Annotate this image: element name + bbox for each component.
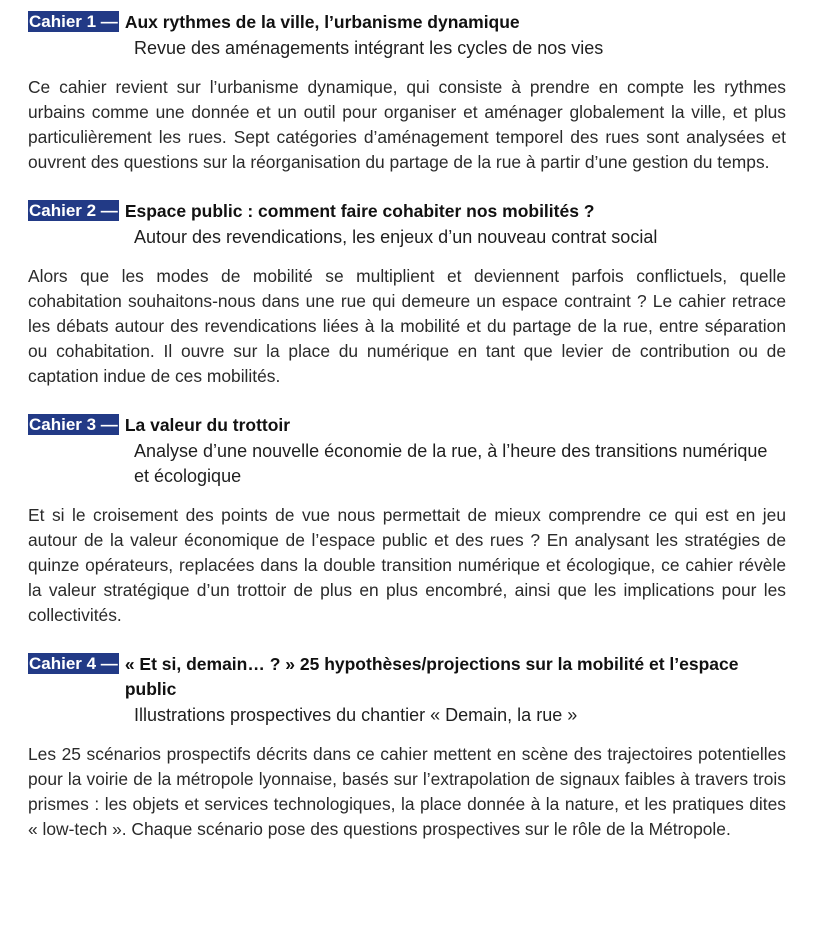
cahier-3-title: La valeur du trottoir (124, 415, 291, 435)
cahier-3-section (28, 413, 786, 628)
cahier-2-heading (28, 199, 786, 224)
cahier-1-title: Aux rythmes de la ville, l’urbanisme dynamique (124, 12, 520, 32)
cahier-1-heading (28, 10, 786, 35)
cahier-1-body: Ce cahier revient sur l’urbanisme dynamique, qui consiste à prendre en compte les rythmes urbains comme une donnée et un outil pour organiser et aménager globalement la ville, et plus particulièrement les rues. Sept catégories d’aménagement temporel des rues sont analysées et ouvrent des questions sur la réorganisation du partage de la rue à partir d’une gestion du temps. (28, 77, 786, 172)
cahier-4-heading (28, 652, 786, 702)
cahier-3-body: Et si le croisement des points de vue nous permettait de mieux comprendre ce qui est en jeu autour de la valeur économique de l’espace public et des rues ? En analysant les stratégies de quinze opérateurs, replacées dans la double transition numérique et écologique, ce cahier révèle la valeur stratégique d’un trottoir de plus en plus encombré, ainsi que les implications pour les collectivités. (28, 505, 786, 625)
cahier-1-badge: Cahier 1 — (29, 12, 118, 31)
cahier-3-subtitle: Analyse d’une nouvelle économie de la rue, à l’heure des transitions numérique et écologique (134, 441, 768, 486)
cahier-1-subtitle: Revue des aménagements intégrant les cycles de nos vies (134, 38, 604, 58)
cahier-2-badge: Cahier 2 — (29, 201, 118, 220)
cahier-2-title: Espace public : comment faire cohabiter nos mobilités ? (124, 201, 595, 221)
cahier-4-body: Les 25 scénarios prospectifs décrits dans ce cahier mettent en scène des trajectoires potentielles pour la voirie de la métropole lyonnaise, basés sur l’extrapolation de signaux faibles à travers trois prismes : les objets et services technologiques, la place donnée à la nature, et les pratiques dites « low-tech ». Chaque scénario pose des questions prospectives sur le rôle de la Métropole. (28, 744, 786, 839)
cahier-4-section (28, 652, 786, 842)
cahier-3-heading (28, 413, 786, 438)
cahier-1-section (28, 10, 786, 175)
cahier-3-badge: Cahier 3 — (29, 415, 118, 434)
cahier-4-title: « Et si, demain… ? » 25 hypothèses/projections sur la mobilité et l’espace public (124, 654, 739, 699)
cahier-2-section (28, 199, 786, 389)
cahier-4-subtitle: Illustrations prospectives du chantier « Demain, la rue » (134, 705, 578, 725)
cahier-2-body: Alors que les modes de mobilité se multiplient et deviennent parfois conflictuels, quelle cohabitation souhaitons-nous dans une rue qui demeure un espace contraint ? Le cahier retrace les débats autour des revendications liées à la mobilité et du partage de la rue, entre séparation ou cohabitation. Il ouvre sur la place du numérique en tant que levier de contribution ou de captation indue de ces mobilités. (28, 266, 786, 386)
cahier-2-subtitle: Autour des revendications, les enjeux d’un nouveau contrat social (134, 227, 658, 247)
cahier-4-badge: Cahier 4 — (29, 654, 118, 673)
